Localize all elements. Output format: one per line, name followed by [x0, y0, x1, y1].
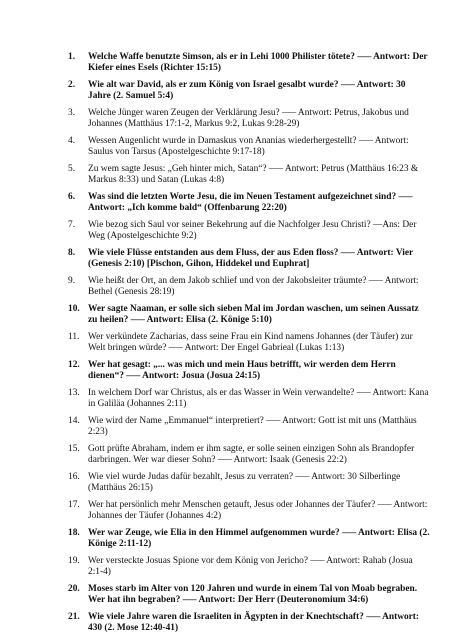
question-text: Wie wird der Name „Emmanuel“ interpretiert? —– Antwort: Gott ist mit uns (Matthäus 2:23) — [88, 416, 417, 438]
question-item — [68, 52, 430, 75]
question-text: In welchem Dorf war Christus, als er das Wasser in Wein verwandelte? —– Antwort: Kana in Galiläa (Johannes 2:11) — [88, 388, 429, 410]
question-text: Welche Jünger waren Zeugen der Verklärung Jesu? —– Antwort: Petrus, Jakobus und Johannes (Matthäus 17:1-2, Markus 9:2, Lukas 9:28-29) — [88, 108, 409, 130]
question-item — [68, 276, 430, 299]
question-text: Wer hat gesagt: „... was mich und mein Haus betrifft, wir werden dem Herrn dienen“? —– Antwort: Josua (Josua 24:15) — [88, 360, 396, 382]
question-text: Moses starb im Alter von 120 Jahren und wurde in einem Tal von Moab begraben. Wer hat ihn begraben? —– Antwort: Der Herr (Deuteronomium 34:6) — [88, 584, 418, 606]
question-item — [68, 556, 430, 579]
question-number: 19. — [68, 556, 80, 566]
question-text: Wie alt war David, als er zum König von Israel gesalbt wurde? —– Antwort: 30 Jahre (2. Samuel 5:4) — [88, 80, 406, 102]
question-number: 11. — [68, 332, 80, 342]
question-text: Wer war Zeuge, wie Elia in den Himmel aufgenommen wurde? —– Antwort: Elisa (2. Könige 2:11-12) — [88, 528, 430, 550]
question-number: 7. — [68, 220, 76, 230]
question-number: 5. — [68, 164, 76, 174]
question-text: Wie viele Flüsse entstanden aus dem Fluss, der aus Eden floss? —– Antwort: Vier (Genesis 2:10) [Pischon, Gihon, Hiddekel und Euphrat] — [88, 248, 414, 270]
question-number: 4. — [68, 136, 76, 146]
question-item — [68, 472, 430, 495]
question-text: Was sind die letzten Worte Jesu, die im Neuen Testament aufgezeichnet sind? —– Antwort: „Ich komme bald“ (Offenbarung 22:20) — [88, 192, 413, 214]
question-item — [68, 500, 430, 523]
question-number: 9. — [68, 276, 76, 286]
question-number: 16. — [68, 472, 80, 482]
question-item — [68, 220, 430, 243]
question-number: 13. — [68, 388, 80, 398]
question-item — [68, 192, 430, 215]
question-text: Wie viele Jahre waren die Israeliten in Ägypten in der Knechtschaft? —– Antwort: 430 (2. Mose 12:40-41) — [88, 612, 420, 634]
question-text: Wer hat persönlich mehr Menschen getauft, Jesus oder Johannes der Täufer? —– Antwort: Johannes der Täufer (Johannes 4:2) — [88, 500, 428, 522]
question-number: 10. — [68, 304, 80, 314]
question-item — [68, 108, 430, 131]
question-text: Gott prüfte Abraham, indem er ihm sagte, er solle seinen einzigen Sohn als Brandopfer darbringen. Wer war dieser Sohn? —– Antwort: Isaak (Genesis 22:2) — [88, 444, 415, 466]
question-number: 3. — [68, 108, 76, 118]
question-item — [68, 416, 430, 439]
question-number: 1. — [68, 52, 76, 62]
question-number: 20. — [68, 584, 80, 594]
question-text: Wie heißt der Ort, an dem Jakob schlief und von der Jakobsleiter träumte? —– Antwort: Bethel (Genesis 28:19) — [88, 276, 419, 298]
question-text: Wessen Augenlicht wurde in Damaskus von Ananias wiederhergestellt? —– Antwort: Saulus von Tarsus (Apostelgeschichte 9:17-18) — [88, 136, 409, 158]
question-text: Zu wem sagte Jesus: „Geh hinter mich, Satan“? —– Antwort: Petrus (Matthäus 16:23 & Markus 8:33) und Satan (Lukas 4:8) — [88, 164, 419, 186]
question-number: 2. — [68, 80, 76, 90]
question-item — [68, 332, 430, 355]
question-text: Welche Waffe benutzte Simson, als er in Lehi 1000 Philister tötete? —– Antwort: Der Kiefer eines Esels (Richter 15:15) — [88, 52, 428, 74]
question-text: Wer verkündete Zacharias, dass seine Frau ein Kind namens Johannes (der Täufer) zur Welt bringen würde? —– Antwort: Der Engel Gabrieal (Lukas 1:13) — [88, 332, 413, 354]
question-text: Wer versteckte Josuas Spione vor dem König von Jericho? —– Antwort: Rahab (Josua 2:1-4) — [88, 556, 413, 578]
question-number: 6. — [68, 192, 76, 202]
question-item — [68, 612, 430, 635]
question-item — [68, 304, 430, 327]
question-item — [68, 360, 430, 383]
question-item — [68, 80, 430, 103]
question-text: Wer sagte Naaman, er solle sich sieben Mal im Jordan waschen, um seinen Aussatz zu heilen? —– Antwort: Elisa (2. Könige 5:10) — [88, 304, 419, 326]
question-number: 8. — [68, 248, 76, 258]
quiz-question-list — [68, 52, 430, 640]
question-item — [68, 388, 430, 411]
question-number: 14. — [68, 416, 80, 426]
question-text: Wie viel wurde Judas dafür bezahlt, Jesus zu verraten? —– Antwort: 30 Silberlinge (Matthäus 26:15) — [88, 472, 401, 494]
question-item — [68, 584, 430, 607]
question-number: 18. — [68, 528, 80, 538]
question-item — [68, 164, 430, 187]
question-number: 12. — [68, 360, 80, 370]
question-item — [68, 248, 430, 271]
question-item — [68, 136, 430, 159]
question-item — [68, 528, 430, 551]
question-number: 15. — [68, 444, 80, 454]
question-number: 17. — [68, 500, 80, 510]
question-item — [68, 444, 430, 467]
question-number: 21. — [68, 612, 80, 622]
question-text: Wie bezog sich Saul vor seiner Bekehrung auf die Nachfolger Jesu Christi? —Ans: Der Weg (Apostelgeschichte 9:2) — [88, 220, 417, 242]
